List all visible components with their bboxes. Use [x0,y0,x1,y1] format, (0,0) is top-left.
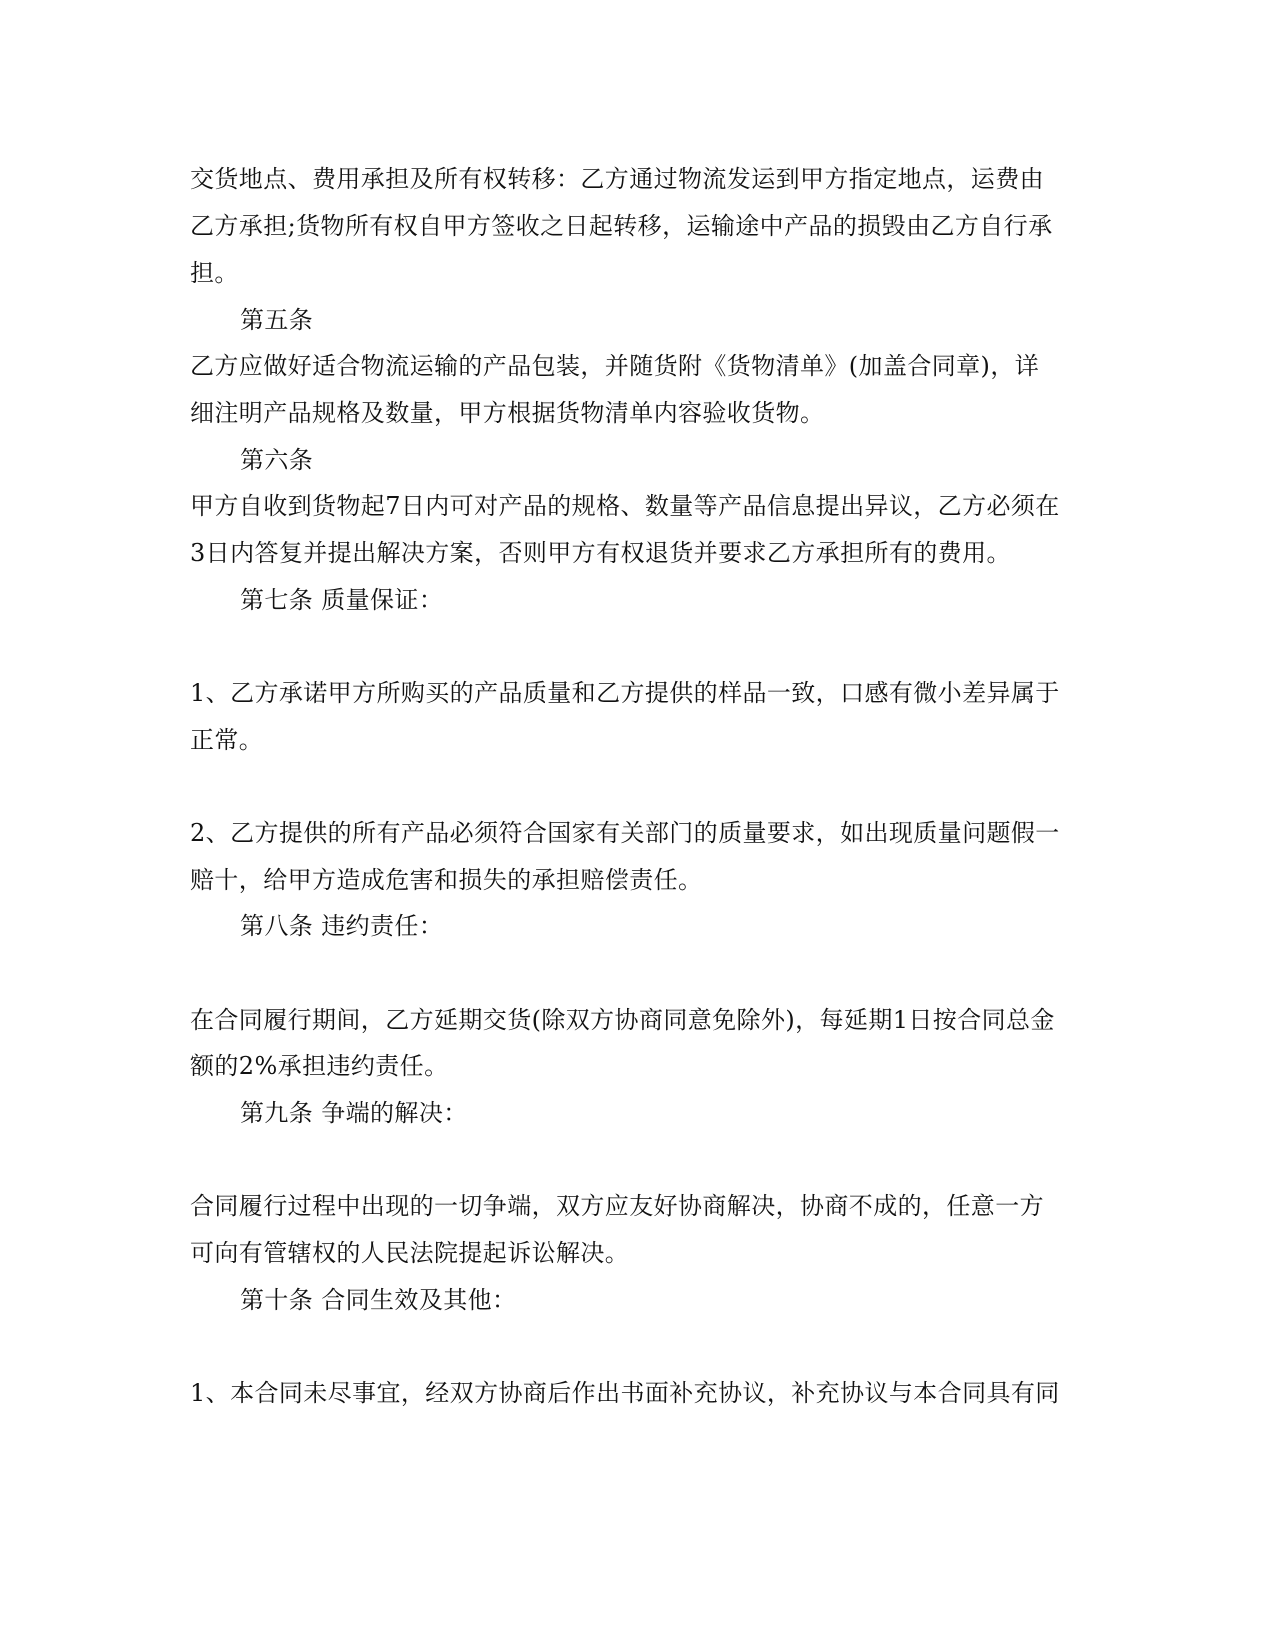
paragraph-line: 甲方自收到货物起7日内可对产品的规格、数量等产品信息提出异议，乙方必须在 [190,492,1060,520]
paragraph-line: 合同履行过程中出现的一切争端，双方应友好协商解决，协商不成的，任意一方 [190,1192,1044,1220]
article-heading: 第八条 违约责任： [240,912,444,940]
article-heading: 第七条 质量保证： [240,586,444,614]
article-heading: 第九条 争端的解决： [240,1099,468,1127]
paragraph-line: 1、乙方承诺甲方所购买的产品质量和乙方提供的样品一致，口感有微小差异属于 [190,679,1060,707]
paragraph-line: 1、本合同未尽事宜，经双方协商后作出书面补充协议，补充协议与本合同具有同 [190,1379,1060,1407]
paragraph-line: 在合同履行期间，乙方延期交货(除双方协商同意免除外)，每延期1日按合同总金 [190,1006,1055,1034]
paragraph-line: 额的2%承担违约责任。 [190,1052,449,1080]
paragraph-line: 乙方承担;货物所有权自甲方签收之日起转移，运输途中产品的损毁由乙方自行承 [190,212,1053,240]
paragraph-line: 细注明产品规格及数量，甲方根据货物清单内容验收货物。 [190,399,825,427]
paragraph-line: 2、乙方提供的所有产品必须符合国家有关部门的质量要求，如出现质量问题假一 [190,819,1060,847]
article-heading: 第六条 [240,446,314,474]
paragraph-line: 可向有管辖权的人民法院提起诉讼解决。 [190,1239,630,1267]
paragraph-line: 担。 [190,259,239,287]
paragraph-line: 赔十，给甲方造成危害和损失的承担赔偿责任。 [190,866,703,894]
article-heading: 第十条 合同生效及其他： [240,1286,517,1314]
paragraph-line: 乙方应做好适合物流运输的产品包装，并随货附《货物清单》(加盖合同章)，详 [190,352,1040,380]
article-heading: 第五条 [240,306,314,334]
paragraph-line: 交货地点、费用承担及所有权转移：乙方通过物流发运到甲方指定地点，运费由 [190,165,1044,193]
paragraph-line: 3日内答复并提出解决方案，否则甲方有权退货并要求乙方承担所有的费用。 [190,539,1011,567]
paragraph-line: 正常。 [190,726,264,754]
